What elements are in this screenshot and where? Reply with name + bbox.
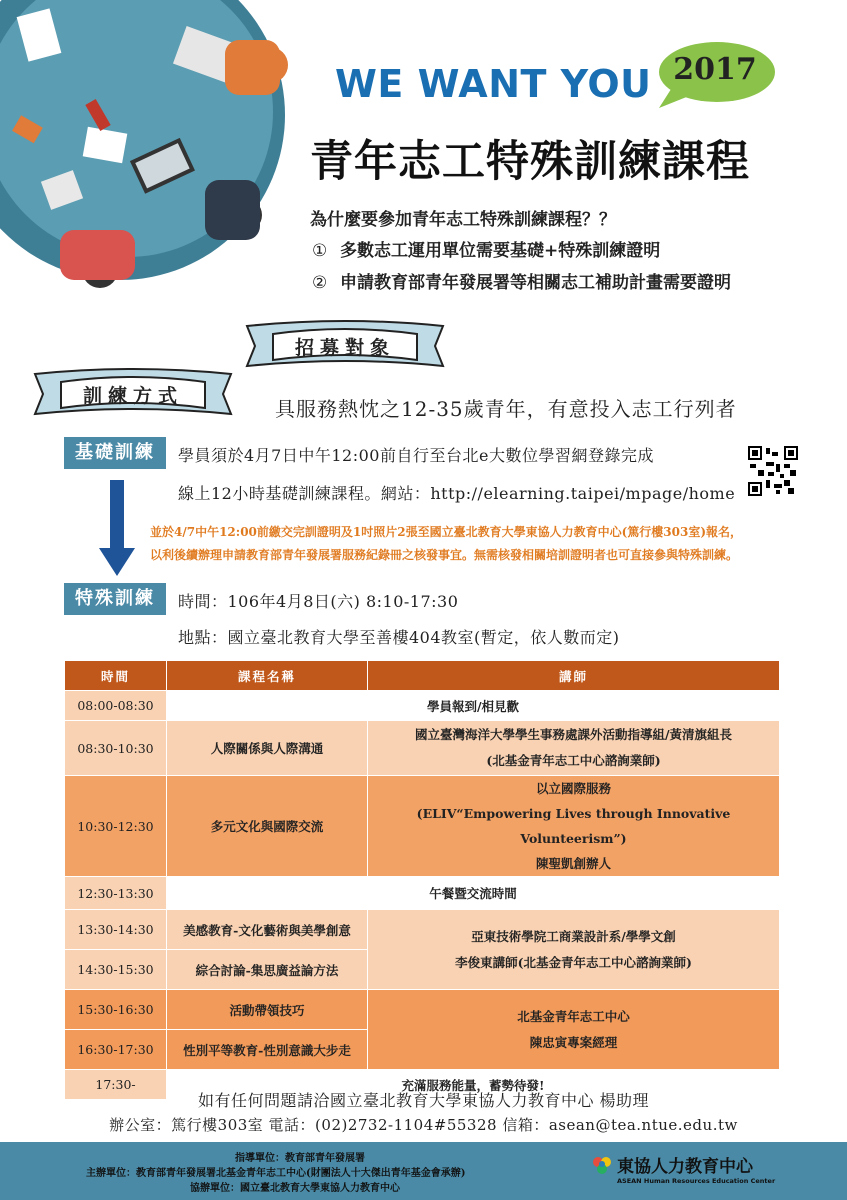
reason-text: 申請教育部青年發展署等相關志工補助計畫需要證明 — [340, 273, 731, 293]
lecturer-cell — [368, 721, 780, 776]
lecturer-cell — [368, 776, 780, 877]
year-bubble — [655, 38, 775, 110]
special-training-time: 時間：106年4月8日(六) 8:10-17:30 — [178, 592, 459, 611]
lecturer-line: 李俊東講師(北基金青年志工中心諮詢業師) — [455, 954, 692, 970]
time-cell: 08:30-10:30 — [65, 721, 167, 776]
reason-item — [312, 236, 660, 261]
time-cell: 13:30-14:30 — [65, 910, 167, 950]
column-header-time: 時間 — [65, 661, 167, 691]
table-row — [65, 721, 780, 776]
course-cell: 多元文化與國際交流 — [167, 776, 368, 877]
why-question: 為什麼要參加青年志工特殊訓練課程？？ — [310, 210, 616, 230]
merged-cell: 午餐暨交流時間 — [167, 877, 780, 910]
merged-cell: 學員報到/相見歡 — [167, 691, 780, 721]
header-illustration — [0, 0, 300, 300]
reason-number: ① — [312, 241, 328, 261]
schedule-table — [64, 660, 780, 1100]
registration-note-line2: 以利後續辦理申請教育部青年發展署服務紀錄冊之核發事宜。無需核發相關培訓證明者也可直接參與特殊訓練。 — [150, 548, 739, 562]
table-row — [65, 877, 780, 910]
lecturer-line: 陳忠寅專案經理 — [529, 1034, 618, 1050]
time-cell: 16:30-17:30 — [65, 1030, 167, 1070]
training-ribbon-label: 訓練方式 — [82, 385, 183, 407]
course-cell: 活動帶領技巧 — [167, 990, 368, 1030]
contact-line1: 如有任何問題請洽國立臺北教育大學東協人力教育中心 楊助理 — [197, 1091, 650, 1110]
time-cell: 08:00-08:30 — [65, 691, 167, 721]
special-training-tag: 特殊訓練 — [64, 583, 166, 615]
course-cell: 美感教育-文化藝術與美學創意 — [167, 910, 368, 950]
basic-training-line1: 學員須於4月7日中午12:00前自行至台北e大數位學習網登錄完成 — [178, 446, 654, 465]
host-unit: 主辦單位：教育部青年發展署北基金青年志工中心(財團法人十大傑出青年基金會承辦) — [86, 1168, 466, 1179]
reason-number: ② — [312, 273, 328, 293]
course-cell: 綜合討論-集思廣益論方法 — [167, 950, 368, 990]
recruit-target: 具服務熱忱之12-35歲青年，有意投入志工行列者 — [275, 397, 737, 421]
table-header-row — [65, 661, 780, 691]
column-header-course: 課程名稱 — [167, 661, 368, 691]
lecturer-line: 陳聖凱創辦人 — [535, 856, 611, 871]
lecturer-line: 以立國際服務 — [535, 781, 611, 796]
down-arrow-icon — [99, 480, 135, 580]
training-ribbon — [33, 368, 233, 420]
course-cell: 人際關係與人際溝通 — [167, 721, 368, 776]
logo-name: 東協人力教育中心 — [617, 1157, 753, 1177]
column-header-lecturer: 講師 — [368, 661, 780, 691]
headline: WE WANT YOU — [335, 62, 652, 106]
contact-line2: 辦公室：篤行樓303室 電話：(02)2732-1104#55328 信箱：asean@tea.ntue.edu.tw — [109, 1116, 738, 1134]
qr-code — [748, 446, 798, 496]
lecturer-line: 國立臺灣海洋大學學生事務處課外活動指導組/黃清旗組長 — [414, 727, 733, 742]
reason-text: 多數志工運用單位需要基礎+特殊訓練證明 — [340, 241, 661, 261]
lecturer-line: (ELIV“Empowering Lives through Innovative Volunteerism”) — [416, 806, 731, 846]
time-cell: 15:30-16:30 — [65, 990, 167, 1030]
time-cell: 14:30-15:30 — [65, 950, 167, 990]
recruit-ribbon-label: 招募對象 — [294, 337, 395, 359]
lecturer-cell — [368, 910, 780, 990]
logo-subtitle: ASEAN Human Resources Education Center — [617, 1177, 776, 1185]
table-row — [65, 990, 780, 1030]
co-organizer: 協辦單位：國立臺北教育大學東協人力教育中心 — [190, 1183, 400, 1194]
time-cell: 12:30-13:30 — [65, 877, 167, 910]
reason-item — [312, 268, 731, 293]
asean-logo-icon — [590, 1154, 614, 1178]
table-row — [65, 691, 780, 721]
time-cell: 10:30-12:30 — [65, 776, 167, 877]
basic-training-tag: 基礎訓練 — [64, 437, 166, 469]
table-row — [65, 910, 780, 950]
course-cell: 性別平等教育-性別意識大步走 — [167, 1030, 368, 1070]
lecturer-cell — [368, 990, 780, 1070]
registration-note-line1: 並於4/7中午12:00前繳交完訓證明及1吋照片2張至國立臺北教育大學東協人力教育中心(篤行樓303室)報名， — [150, 525, 743, 539]
special-training-place: 地點：國立臺北教育大學至善樓404教室(暫定，依人數而定) — [178, 628, 620, 647]
merged-cell: 充滿服務能量，蓄勢待發! — [167, 1070, 780, 1100]
table-row — [65, 776, 780, 877]
lecturer-line: 北基金青年志工中心 — [517, 1008, 630, 1024]
time-cell: 17:30- — [65, 1070, 167, 1100]
lecturer-line: 亞東技術學院工商業設計系/學學文創 — [471, 928, 676, 944]
page-title: 青年志工特殊訓練課程 — [310, 137, 750, 187]
basic-training-line2: 線上12小時基礎訓練課程。網站：http://elearning.taipei/mpage/home — [178, 484, 736, 503]
year-label: 2017 — [673, 52, 757, 87]
recruit-ribbon — [245, 320, 445, 372]
guide-unit: 指導單位：教育部青年發展署 — [235, 1153, 365, 1164]
lecturer-line: (北基金青年志工中心諮詢業師) — [486, 753, 661, 768]
